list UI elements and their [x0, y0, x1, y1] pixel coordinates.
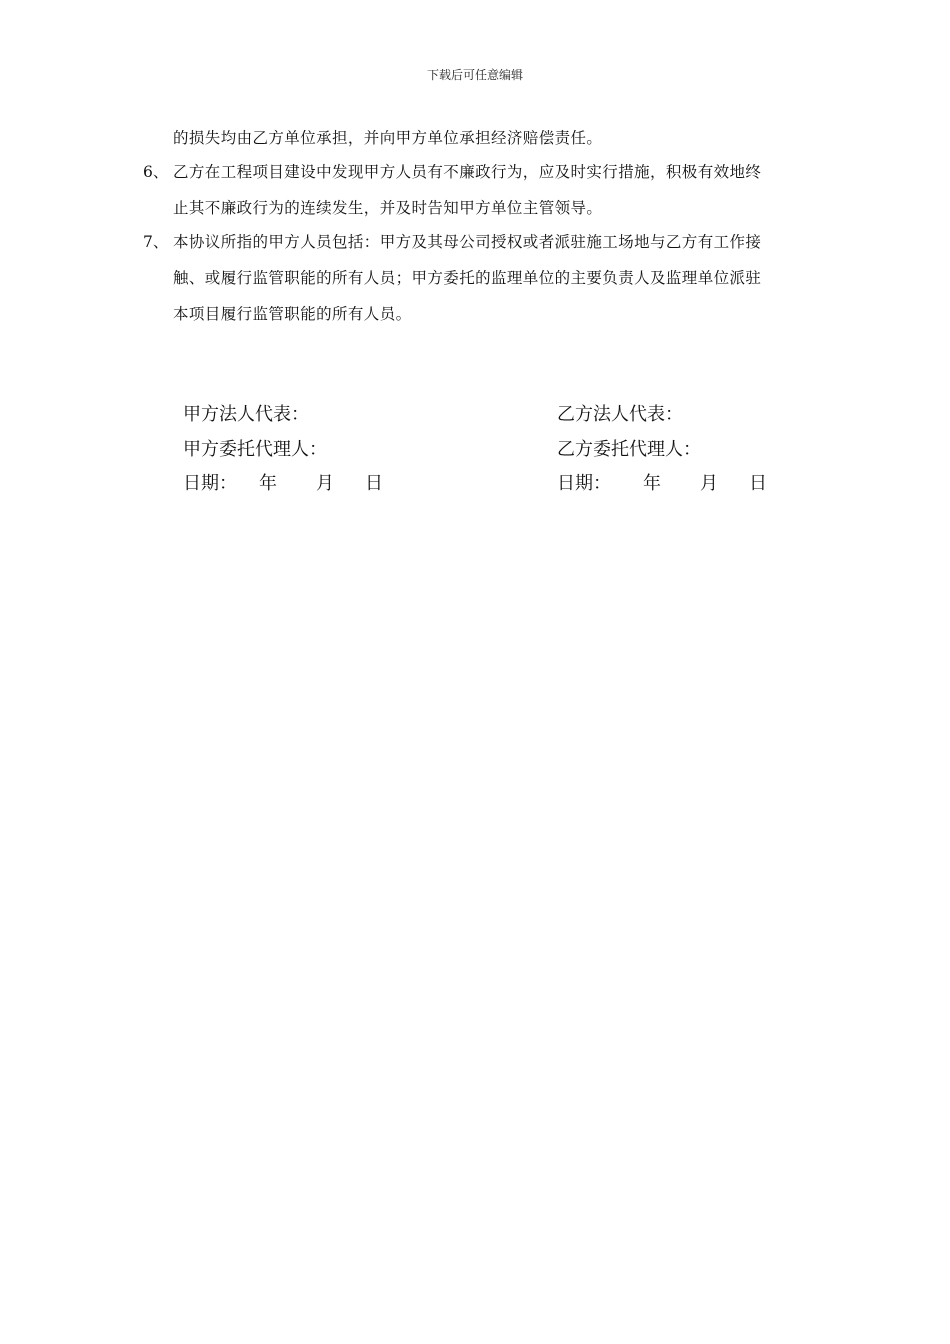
- party-b-agent-label: 乙方委托代理人：: [557, 439, 701, 460]
- party-a-year-label: 年: [259, 473, 277, 494]
- item-7-number: 7、: [143, 233, 169, 251]
- item-7-line-3: 本项目履行监管职能的所有人员。: [173, 305, 412, 323]
- party-b-month-label: 月: [700, 473, 718, 494]
- party-a-agent-label: 甲方委托代理人：: [183, 439, 327, 460]
- item-6-line-1: 乙方在工程项目建设中发现甲方人员有不廉政行为，应及时实行措施，积极有效地终: [173, 163, 762, 181]
- party-a-month-label: 月: [316, 473, 334, 494]
- page-header: 下载后可任意编辑: [426, 68, 523, 82]
- party-b-day-label: 日: [749, 473, 767, 494]
- party-a-legal-rep-label: 甲方法人代表：: [183, 404, 309, 425]
- party-a-date-label: 日期：: [183, 473, 237, 494]
- item-6-number: 6、: [143, 163, 169, 181]
- party-b-date-label: 日期：: [557, 473, 611, 494]
- party-b-year-label: 年: [643, 473, 661, 494]
- paragraph-5-continuation: 的损失均由乙方单位承担，并向甲方单位承担经济赔偿责任。: [173, 129, 603, 147]
- item-7-line-2: 触、或履行监管职能的所有人员；甲方委托的监理单位的主要负责人及监理单位派驻: [173, 269, 762, 287]
- party-b-legal-rep-label: 乙方法人代表：: [557, 404, 683, 425]
- item-7-line-1: 本协议所指的甲方人员包括：甲方及其母公司授权或者派驻施工场地与乙方有工作接: [173, 233, 762, 251]
- party-a-day-label: 日: [365, 473, 383, 494]
- item-6-line-2: 止其不廉政行为的连续发生，并及时告知甲方单位主管领导。: [173, 199, 603, 217]
